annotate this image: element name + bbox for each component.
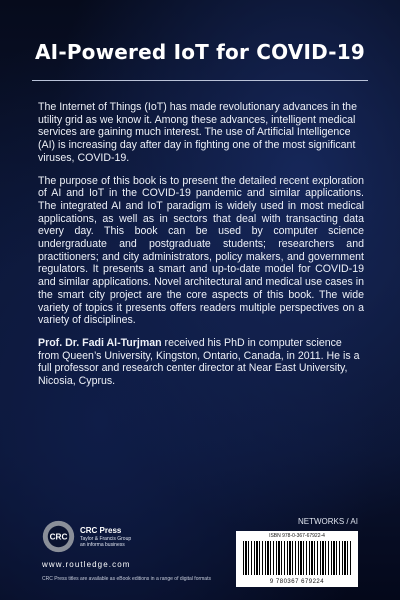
publisher-group-name: Taylor & Francis Group [80,536,132,542]
ebook-disclaimer: CRC Press titles are available as eBook editions in a range of digital formats [42,576,211,582]
publisher-block [42,520,172,560]
author-bio [38,337,364,388]
barcode-bars-icon [243,541,351,575]
crc-press-logo-icon [42,520,75,553]
author-name: Prof. Dr. Fadi Al-Turjman [38,336,162,349]
blurb [38,101,364,398]
publisher-group [80,536,170,548]
publisher-name: CRC Press [80,526,122,535]
series-label: NETWORKS / AI [297,517,358,526]
book-title: AI-Powered IoT for COVID-19 [35,40,365,64]
publisher-website: www.routledge.com [42,560,131,569]
blurb-paragraph-1: The Internet of Things (IoT) has made revolutionary advances in the utility grid as we know it. Among these advances, intelligent medical services are gaining much interest. The use of Artificial Intelligence (AI) is increasing day after day in fighting one of the most significant viruses, COVID-19. [38,101,357,164]
isbn-text: ISBN 978-0-367-67922-4 [269,533,325,539]
crc-logo-text: CRC [49,532,68,542]
barcode [236,531,358,587]
blurb-paragraph-2: The purpose of this book is to present the detailed recent exploration of AI and IoT in the COVID-19 pandemic and similar applications. The integrated AI and IoT paradigm is widely used in most medical applications, as well as in sectors that deal with transacting data every day. This book can be used by computer science undergraduate and postgraduate students; researchers and practitioners; and city administrators, policy makers, and government regulators. It presents a smart and up-to-date model for COVID-19 and similar applications. Novel architectural and medical use cases in the smart city project are the core aspects of this book. The wide variety of topics it presents offers readers multiple perspectives on a variety of disciplines. [38,174,364,327]
author-bio-text: received his PhD in computer science from Queen’s University, Kingston, Ontario, Canada, in 2011. He is a full professor and research center director at Near East University, Nicosia, Cyprus. [38,336,360,388]
title-divider [32,80,368,81]
barcode-number: 9 780367 679224 [269,579,325,585]
barcode-block [218,517,358,587]
publisher-business: an informa business [80,542,125,548]
